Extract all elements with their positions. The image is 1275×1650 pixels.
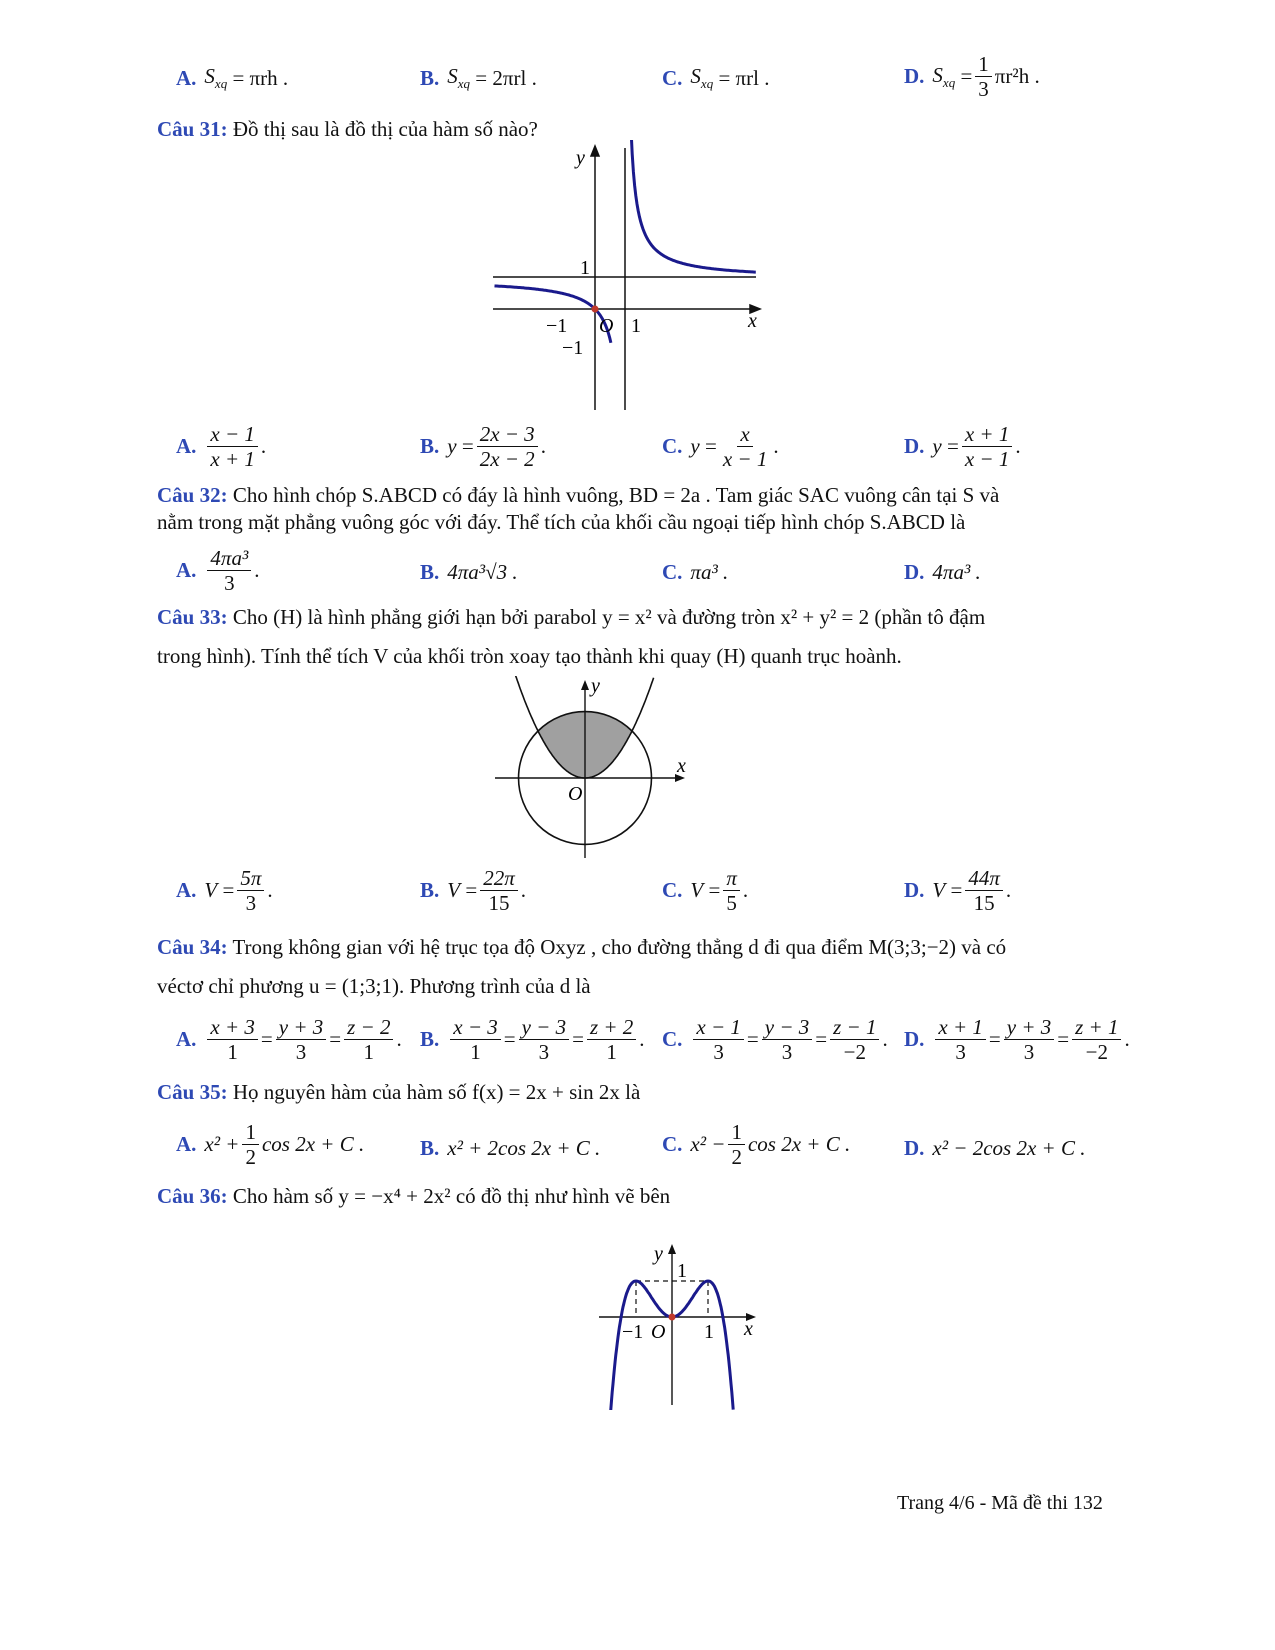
origin-label: O (599, 315, 614, 337)
q31-option-a[interactable]: A. $\frac{x - 1}{x + 1}$ . (176, 422, 267, 472)
origin-label: O (651, 1321, 666, 1343)
q30-option-c[interactable]: C. $S_{xq}$ = πrl . (662, 64, 770, 91)
q34-option-d[interactable]: D. $\frac{x + 1}{3}$ = $\frac{y + 3}{3}$ = $\frac{z + 1}{-2}$ . (904, 1015, 1130, 1065)
q34-option-a[interactable]: A. $\frac{x + 3}{1}$ = $\frac{y + 3}{3}$ = $\frac{z - 2}{1}$ . (176, 1015, 402, 1065)
page-footer: Trang 4/6 - Mã đề thi 132 (897, 1492, 1103, 1514)
x-label: x (748, 310, 757, 332)
y-arrow (591, 146, 599, 156)
q33-parabola-circle-graph (490, 676, 700, 861)
fraction: $\frac{y + 3}{3}$ (276, 1015, 327, 1064)
question-33-line2: trong hình). Tính thể tích V của khối tròn xoay tạo thành khi quay (H) quanh trục hoành. (157, 644, 902, 668)
fraction: $\frac{2x - 3}{2x - 2}$ (477, 422, 538, 471)
q35-option-a[interactable]: A. x² + $\frac{1}{2}$ cos 2x + C . (176, 1120, 365, 1170)
fraction: $\frac{x + 1}{x - 1}$ (962, 422, 1013, 471)
fraction: $\frac{x + 3}{1}$ (207, 1015, 258, 1064)
fraction: $\frac{y - 3}{3}$ (762, 1015, 813, 1064)
fraction: $\frac{z - 1}{-2}$ (830, 1015, 879, 1064)
tick-1-y: 1 (677, 1260, 687, 1282)
fraction: $\frac{z + 2}{1}$ (587, 1015, 636, 1064)
q32-option-a[interactable]: A. $\frac{\text{4πa³}}{3}$ . (176, 546, 260, 596)
q35-option-b[interactable]: B. x² + 2cos 2x + C . (420, 1136, 601, 1160)
fraction: $\frac{z - 2}{1}$ (344, 1015, 393, 1064)
q33-option-c[interactable]: C. V = $\frac{\pi}{5}$ . (662, 866, 749, 916)
origin-point (669, 1314, 676, 1321)
fraction: $\frac{1}{2}$ (242, 1120, 259, 1169)
question-31: Câu 31: Đồ thị sau là đồ thị của hàm số nào? (157, 117, 538, 141)
fraction: $\frac{z + 1}{-2}$ (1072, 1015, 1121, 1064)
q35-option-c[interactable]: C. x² − $\frac{1}{2}$ cos 2x + C . (662, 1120, 851, 1170)
fraction: $\frac{y - 3}{3}$ (519, 1015, 570, 1064)
y-label: y (591, 676, 600, 697)
q33-option-d[interactable]: D. V = $\frac{44\pi}{15}$ . (904, 866, 1012, 916)
origin-point (592, 306, 599, 313)
q32-option-d[interactable]: D. 4πa³ . (904, 560, 981, 584)
q32-option-b[interactable]: B. 4πa³√3 . (420, 560, 518, 584)
q31-hyperbola-graph (488, 140, 768, 415)
q30-option-b[interactable]: B. $S_{xq}$ = 2πrl . (420, 64, 537, 91)
fraction: $\frac{x - 3}{1}$ (450, 1015, 501, 1064)
q36-quartic-graph (594, 1240, 774, 1410)
q34-option-b[interactable]: B. $\frac{x - 3}{1}$ = $\frac{y - 3}{3}$ = $\frac{z + 2}{1}$ . (420, 1015, 645, 1065)
question-36: Câu 36: Cho hàm số y = −x⁴ + 2x² có đồ thị như hình vẽ bên (157, 1184, 671, 1208)
tick-1-x: 1 (704, 1321, 714, 1343)
y-arrow (581, 680, 589, 690)
question-32: Câu 32: Cho hình chóp S.ABCD có đáy là hình vuông, BD = 2a . Tam giác SAC vuông cân tại S và (157, 483, 1000, 507)
question-35: Câu 35: Họ nguyên hàm của hàm số f(x) = 2x + sin 2x là (157, 1080, 641, 1104)
q34-option-c[interactable]: C. $\frac{x - 1}{3}$ = $\frac{y - 3}{3}$ = $\frac{z - 1}{-2}$ . (662, 1015, 888, 1065)
q31-option-c[interactable]: C. y = $\frac{x}{x - 1}$ . (662, 422, 779, 472)
fraction: $\frac{\text{4πa³}}{3}$ (207, 546, 251, 595)
q31-option-b[interactable]: B. y = $\frac{2x - 3}{2x - 2}$ . (420, 422, 546, 472)
fraction: $\frac{y + 3}{3}$ (1004, 1015, 1055, 1064)
x-label: x (677, 755, 686, 777)
q33-option-a[interactable]: A. V = $\frac{5\pi}{3}$ . (176, 866, 273, 916)
fraction: $\frac{1}{3}$ (975, 52, 992, 101)
fraction: $\frac{\pi}{5}$ (723, 866, 740, 915)
fraction: $\frac{x + 1}{3}$ (935, 1015, 986, 1064)
fraction: $\frac{1}{2}$ (728, 1120, 745, 1169)
fraction: $\frac{44\pi}{15}$ (965, 866, 1003, 915)
fraction: $\frac{x}{x - 1}$ (722, 422, 768, 472)
origin-label: O (568, 783, 583, 805)
fraction: $\frac{22\pi}{15}$ (480, 866, 518, 915)
tick-1-y: 1 (580, 257, 590, 279)
q32-option-c[interactable]: C. πa³ . (662, 560, 729, 584)
question-34: Câu 34: Trong không gian với hệ trục tọa độ Oxyz , cho đường thẳng d đi qua điểm M(3;3;−2) và có (157, 935, 1007, 959)
q35-option-d[interactable]: D. x² − 2cos 2x + C . (904, 1136, 1086, 1160)
fraction: $\frac{5\pi}{3}$ (237, 866, 264, 915)
q30-option-d[interactable]: D. $S_{xq}$ = $\frac{1}{3}$ πr²h . (904, 52, 1040, 102)
question-33: Câu 33: Cho (H) là hình phẳng giới hạn bởi parabol y = x² và đường tròn x² + y² = 2 (phần tô đậm (157, 605, 986, 629)
tick-neg1-y: −1 (562, 337, 584, 359)
tick-neg1-x: −1 (546, 315, 568, 337)
q33-option-b[interactable]: B. V = $\frac{22\pi}{15}$ . (420, 866, 526, 916)
question-32-line2: nằm trong mặt phẳng vuông góc với đáy. Thể tích của khối cầu ngoại tiếp hình chóp S.ABCD là (157, 510, 966, 534)
q30-option-a[interactable]: A. $S_{xq}$ = πrh . (176, 64, 289, 91)
fraction: $\frac{x - 1}{x + 1}$ (207, 422, 258, 471)
x-label: x (744, 1318, 753, 1340)
question-34-line2: véctơ chỉ phương u = (1;3;1). Phương trình của d là (157, 974, 591, 998)
y-label: y (654, 1243, 663, 1265)
y-label: y (576, 147, 585, 169)
tick-neg1-x: −1 (622, 1321, 644, 1343)
fraction: $\frac{x - 1}{3}$ (693, 1015, 744, 1064)
y-arrow (668, 1244, 676, 1254)
q31-option-d[interactable]: D. y = $\frac{x + 1}{x - 1}$ . (904, 422, 1021, 472)
tick-1-x: 1 (631, 315, 641, 337)
hyperbola-right-branch (627, 140, 755, 272)
